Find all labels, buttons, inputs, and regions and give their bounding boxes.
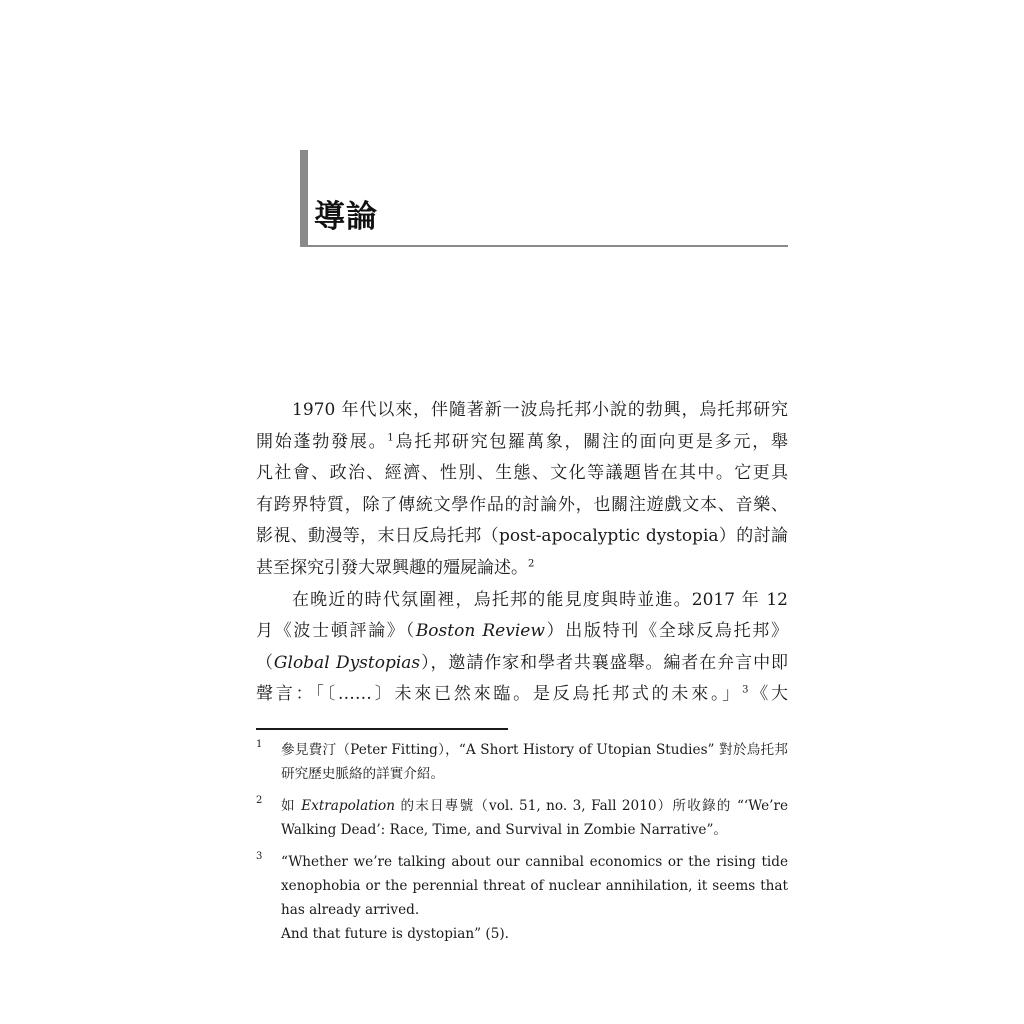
footnote-line: Walking Dead’: Race, Time, and Survival in Zombie Narrative”。 xyxy=(281,822,727,838)
footnote-1 xyxy=(256,738,788,786)
body-text xyxy=(256,395,788,711)
footnote-ref[interactable]: 1 xyxy=(387,431,394,443)
footnote-line: 參見費汀（Peter Fitting），“A Short History of Utopian Studies” 對於烏托邦 xyxy=(281,742,788,758)
paragraph-2-line: 在晚近的時代氛圍裡，烏托邦的能見度與時並進。2017 年 12 xyxy=(292,589,788,610)
paragraph-1-line: 凡社會、政治、經濟、性別、生態、文化等議題皆在其中。它更具 xyxy=(256,463,788,484)
footnote-line: And that future is dystopian” (5). xyxy=(281,926,509,942)
footnote-separator xyxy=(256,728,508,730)
paragraph-2-line: 聲言：「〔……〕未來已然來臨。是反烏托邦式的未來。」$^3$《大 xyxy=(256,684,788,705)
paragraph-1-line: 1970 年代以來，伴隨著新一波烏托邦小說的勃興，烏托邦研究 xyxy=(292,400,788,420)
footnote-ref[interactable]: 3 xyxy=(742,684,749,696)
footnote-line: xenophobia or the perennial threat of nuclear annihilation, it seems that xyxy=(281,878,788,894)
heading-accent-bar xyxy=(300,150,308,246)
footnote-line: 如 Extrapolation 的末日專號（vol. 51, no. 3, Fall 2010）所收錄的 “‘We’re xyxy=(281,798,788,814)
paragraph-1-line: 影視、動漫等，末日反烏托邦（post-apocalyptic dystopia）的討論 xyxy=(256,526,788,547)
footnote-line: has already arrived. xyxy=(281,902,420,918)
paragraph-2-line: 月《波士頓評論》（Boston Review）出版特刊《全球反烏托邦》 xyxy=(256,621,788,642)
footnote-line: 研究歷史脈絡的詳實介紹。 xyxy=(281,766,445,782)
heading-rule xyxy=(300,245,788,247)
footnote-number: 2 xyxy=(256,795,263,806)
footnote-number: 1 xyxy=(256,739,263,750)
paragraph-1-line: 有跨界特質，除了傳統文學作品的討論外，也關注遊戲文本、音樂、 xyxy=(256,494,788,515)
footnote-ref[interactable]: 2 xyxy=(528,558,535,570)
chapter-title: 導論 xyxy=(314,199,378,235)
footnote-line: “Whether we’re talking about our cannibal economics or the rising tide xyxy=(281,854,788,870)
footnote-2 xyxy=(256,794,788,842)
footnote-3 xyxy=(256,850,788,946)
paragraph-1-line: 開始蓬勃發展。$^1$烏托邦研究包羅萬象，關注的面向更是多元，舉 xyxy=(256,431,788,452)
footnotes xyxy=(256,738,788,946)
paragraph-1-line: 甚至探究引發大眾興趣的殭屍論述。$^2$ xyxy=(256,557,535,578)
paragraph-2-line: （Global Dystopias），邀請作家和學者共襄盛舉。編者在弁言中即 xyxy=(256,652,788,673)
footnote-number: 3 xyxy=(256,851,263,862)
